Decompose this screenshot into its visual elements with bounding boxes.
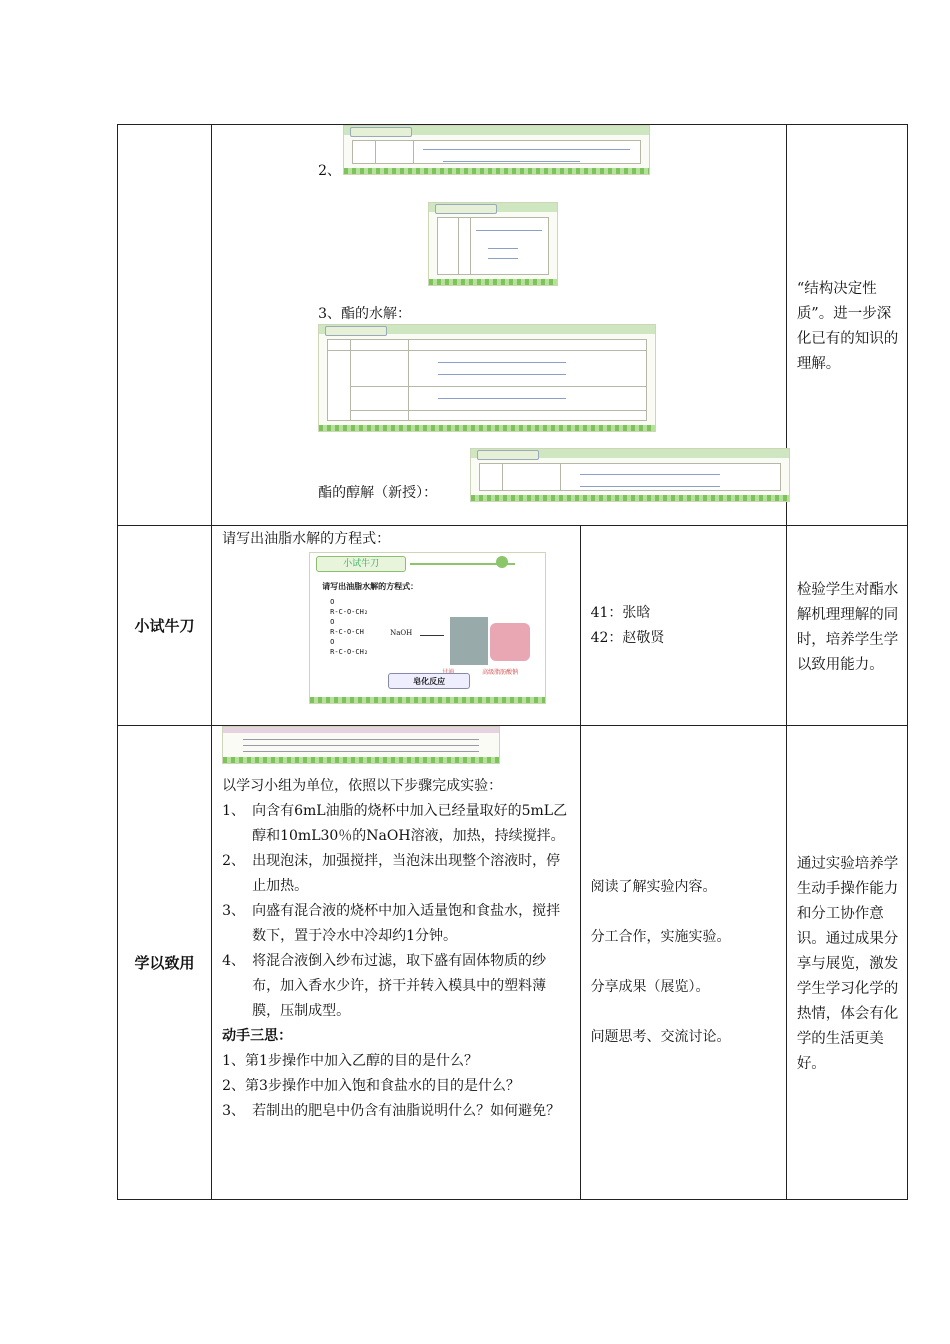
activity-item: 问题思考、交流讨论。 (590, 1029, 731, 1045)
think-questions (222, 1049, 571, 1128)
list-item: 3、 若制出的肥皂中仍含有油脂说明什么？如何避免？ (222, 1103, 561, 1119)
student-entry: 41：张晗 (590, 604, 651, 621)
slide-title: 小试牛刀 (316, 556, 406, 572)
stage-cell (118, 125, 212, 526)
triglyceride-formula: O R-C-O-CH₂ O R-C-O-CH O R-C-O-CH₂ (330, 598, 369, 656)
item-2-label: 2、 (318, 163, 342, 179)
content-cell (212, 726, 580, 1200)
soap-label: 高级脂肪酸钠 (482, 669, 519, 676)
design-intent-note: “结构决定性质”。进一步深化已有的知识的理解。 (796, 281, 899, 372)
slide-image-ester-table-2 (428, 202, 558, 286)
experiment-steps (222, 799, 571, 1024)
slide-prompt: 请写出油脂水解的方程式： (322, 581, 419, 591)
alcoholysis-label: 酯的醇解（新授）： (318, 485, 438, 501)
table-row (118, 726, 908, 1200)
activity-item: 阅读了解实验内容。 (590, 879, 717, 895)
activity-item: 分工合作，实施实验。 (590, 929, 731, 945)
lesson-plan-table (117, 124, 908, 1200)
table-row (118, 125, 908, 526)
note-cell (786, 125, 907, 526)
stage-label: 小试牛刀 (134, 617, 195, 635)
prompt-text: 请写出油脂水解的方程式： (222, 531, 391, 547)
experiment-intro: 以学习小组为单位，依照以下步骤完成实验： (222, 778, 503, 794)
design-intent-note: 通过实验培养学生动手操作能力和分工协作意识。通过成果分享与展览，激发学生学习化学的热情，体会有化学的生活更美好。 (796, 856, 899, 1072)
slide-badge-icon (496, 556, 508, 568)
reagent-label: NaOH (390, 629, 413, 637)
slide-image-ester-alcoholysis (470, 448, 790, 502)
slide-button: 皂化反应 (388, 673, 470, 689)
activity-cell (580, 526, 786, 726)
list-item: 2、 出现泡沫，加强搅拌，当泡沫出现整个溶液时，停止加热。 (222, 853, 561, 894)
content-cell (212, 125, 787, 526)
list-item: 3、 向盛有混合液的烧杯中加入适量饱和食盐水，搅拌数下，置于冷水中冷却约1分钟。 (222, 903, 561, 944)
slide-image-saponification (309, 552, 546, 704)
content-cell (212, 526, 580, 726)
note-cell (786, 726, 907, 1200)
student-entry: 42：赵敬贤 (590, 629, 665, 646)
list-item: 2、第3步操作中加入饱和食盐水的目的是什么？ (222, 1078, 520, 1094)
activity-item: 分享成果（展览）。 (590, 979, 710, 995)
slide-image-ester-hydrolysis (318, 324, 656, 432)
stage-label: 学以致用 (134, 954, 195, 972)
note-cell (786, 526, 907, 726)
think-title: 动手三思： (222, 1028, 293, 1044)
design-intent-note: 检验学生对酯水解机理理解的同时，培养学生学以致用能力。 (796, 581, 899, 673)
stage-cell (118, 526, 212, 726)
slide-image-experiment-steps (222, 726, 500, 764)
slide-image-ester-table-1 (343, 125, 650, 175)
list-item: 4、 将混合液倒入纱布过滤，取下盛有固体物质的纱布，加入香水少许，挤干并转入模具中的塑料薄膜，压制成型。 (222, 953, 547, 1019)
table-row (118, 526, 908, 726)
item-3-label: 3、酯的水解： (318, 306, 412, 322)
soap-photo (490, 623, 530, 661)
stage-cell (118, 726, 212, 1200)
glycerol-photo (450, 617, 488, 665)
list-item: 1、第1步操作中加入乙醇的目的是什么？ (222, 1053, 478, 1069)
list-item: 1、 向含有6mL油脂的烧杯中加入已经量取好的5mL乙醇和10mL30％的NaOH溶液，加热，持续搅拌。 (222, 803, 568, 844)
activity-cell (580, 726, 786, 1200)
reaction-arrow (420, 635, 444, 636)
